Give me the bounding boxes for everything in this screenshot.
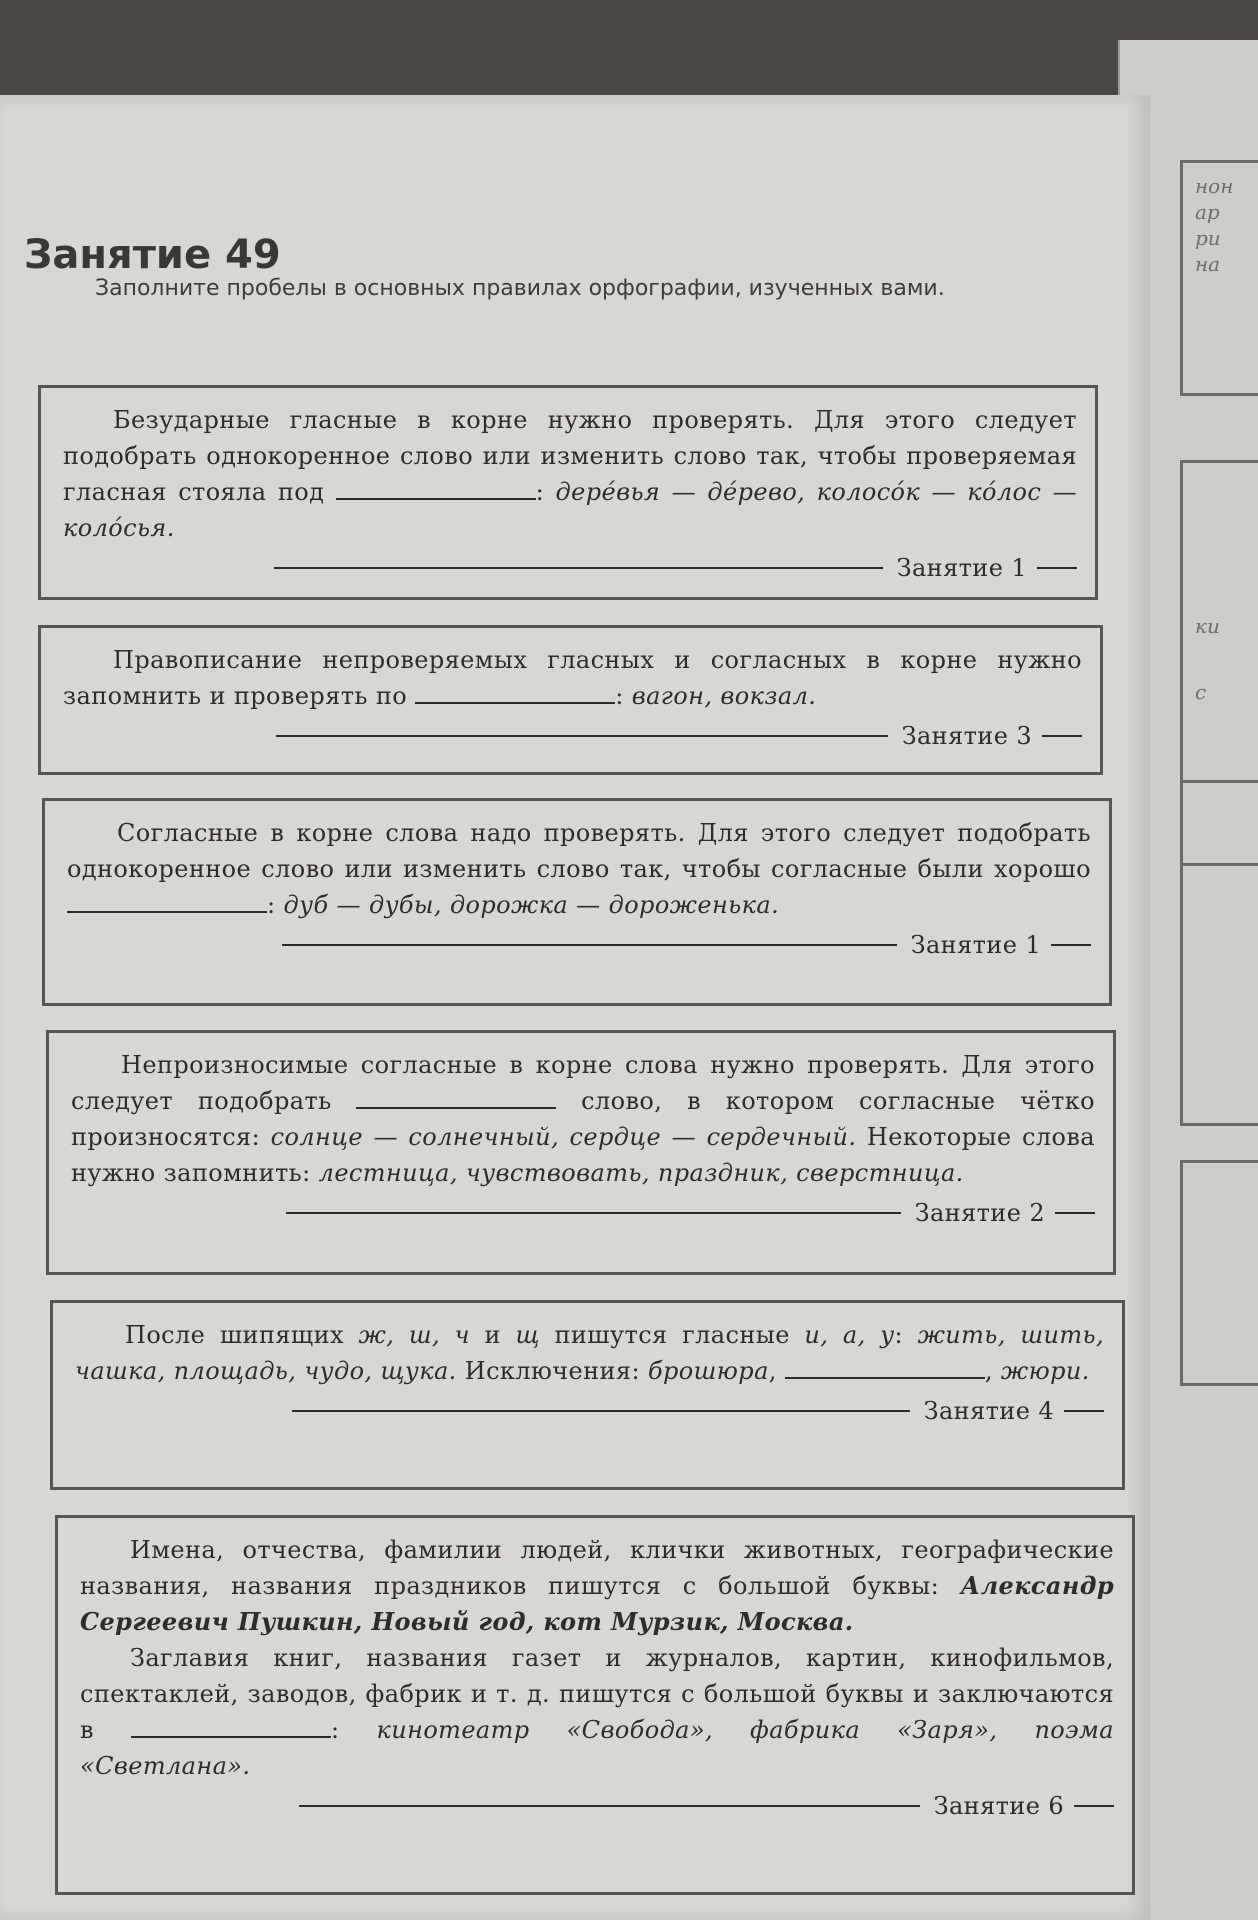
right-page-box	[1180, 1160, 1258, 1386]
rule-box-1	[38, 385, 1098, 600]
fill-blank[interactable]	[131, 1714, 331, 1738]
rule-box-5	[50, 1300, 1125, 1490]
rule-box-4	[46, 1030, 1116, 1275]
rule-example: солнце — солнечный, сердце — сердечный.	[270, 1123, 857, 1151]
right-page-box	[1180, 780, 1258, 1126]
rule-text: Непроизносимые согласные в корне слова нужно проверять. Для этого следует подобрать слово, в котором согласные чётко произносятся: солнце — солнечный, сердце — сердечный. Некоторые слова нужно запомнить: лестница, чувствовать, праздник, сверстница.	[71, 1051, 1095, 1187]
lesson-reference: Занятие 1	[63, 550, 1077, 586]
lesson-reference: Занятие 1	[67, 927, 1091, 963]
rule-box-2	[38, 625, 1103, 775]
rule-text: Имена, отчества, фамилии людей, клички животных, географические названия, названия праздников пишутся с большой буквы: Александр Сергеевич Пушкин, Новый год, кот Мурзик, Москва.	[80, 1536, 1114, 1636]
rule-example: дерéвья — дéрево, колосóк — кóлос — колóсья.	[63, 478, 1078, 542]
fill-blank[interactable]	[67, 889, 267, 913]
rule-box-3	[42, 798, 1112, 1006]
lesson-reference: Занятие 6	[80, 1788, 1114, 1824]
right-page-text: нон	[1195, 174, 1234, 198]
lesson-reference: Занятие 4	[75, 1393, 1104, 1429]
right-page-text: с	[1195, 680, 1207, 704]
rule-text: Заглавия книг, названия газет и журналов, картин, кинофильмов, спектаклей, заводов, фабрик и т. д. пишутся с большой буквы и заключаются в : кинотеатр «Свобода», фабрика «Заря», поэма «Светлана».	[80, 1644, 1115, 1780]
rule-example: Александр Сергеевич Пушкин, Новый год, кот Мурзик, Москва.	[80, 1571, 1114, 1636]
rule-example: дуб — дубы, дорожка — дороженька.	[283, 891, 780, 919]
right-page-text: ки	[1195, 614, 1220, 638]
lesson-title: Занятие 49	[24, 232, 281, 278]
rule-text: Правописание непроверяемых гласных и согласных в корне нужно запомнить и проверять по : вагон, вокзал.	[63, 646, 1082, 710]
rule-example: лестница, чувствовать, праздник, сверстница.	[318, 1159, 964, 1187]
fill-blank[interactable]	[356, 1085, 556, 1109]
rule-example: вагон, вокзал.	[631, 682, 817, 710]
fill-blank[interactable]	[415, 680, 615, 704]
right-page-text: на	[1195, 252, 1221, 276]
rule-example: жить, шить, чашка, площадь, чудо, щука.	[75, 1321, 1105, 1385]
fill-blank[interactable]	[785, 1355, 985, 1379]
fill-blank[interactable]	[336, 476, 536, 500]
right-page-text: ар	[1195, 200, 1220, 224]
rule-example: кинотеатр «Свобода», фабрика «Заря», поэма «Светлана».	[80, 1716, 1115, 1780]
rule-text: Безударные гласные в корне нужно проверять. Для этого следует подобрать однокоренное слово или изменить слово так, чтобы проверяемая гласная стояла под : дерéвья — дéрево, колосóк — кóлос — колóсья.	[63, 406, 1078, 542]
lesson-reference: Занятие 3	[63, 718, 1082, 754]
rule-text: Согласные в корне слова надо проверять. Для этого следует подобрать однокоренное слово или изменить слово так, чтобы согласные были хорошо : дуб — дубы, дорожка — дороженька.	[67, 819, 1091, 919]
right-page-text: ри	[1195, 226, 1221, 250]
rule-text: После шипящих ж, ш, ч и щ пишутся гласные и, а, у: жить, шить, чашка, площадь, чудо, щука. Исключения: брошюра, , жюри.	[75, 1321, 1105, 1385]
rule-box-6	[55, 1515, 1135, 1895]
lesson-reference: Занятие 2	[71, 1195, 1095, 1231]
right-page-box	[1180, 160, 1258, 396]
instructions: Заполните пробелы в основных правилах орфографии, изученных вами.	[95, 276, 945, 301]
